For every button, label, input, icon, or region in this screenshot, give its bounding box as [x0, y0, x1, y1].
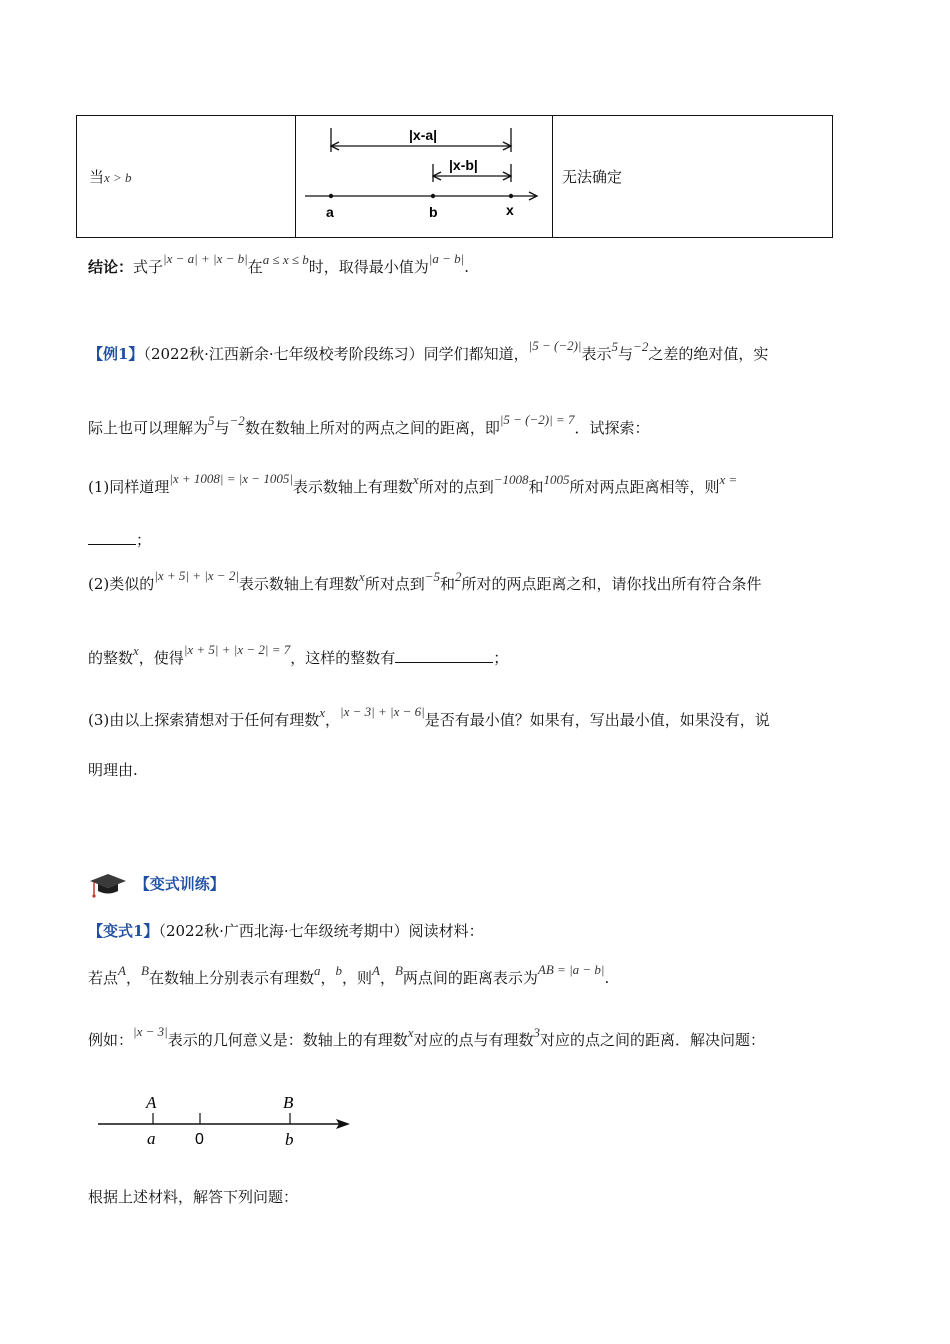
q3-t4: 明理由.	[88, 761, 138, 779]
q2-t5: 所对的两点距离之和，请你找出所有符合条件	[461, 575, 762, 593]
variant1-line2	[88, 1024, 766, 1050]
comparison-table	[76, 115, 833, 238]
q1-t2: 表示数轴上有理数	[292, 478, 413, 496]
ex1-l1-t3: 与	[618, 345, 634, 363]
example1-label: 【例1】	[88, 345, 144, 363]
q1-m4: 1005	[543, 472, 570, 487]
closing-text: 根据上述材料，解答下列问题：	[88, 1188, 299, 1206]
q1-t3: 所对的点到	[418, 478, 494, 496]
result-cell	[552, 116, 832, 237]
question2-line1	[88, 568, 762, 594]
ex1-l1-m2: 5	[611, 339, 619, 354]
q1-m1: |x + 1008| = |x − 1005|	[169, 471, 293, 486]
q2-m6: x	[133, 643, 139, 658]
question2-line2	[88, 642, 509, 668]
question3-line1	[88, 704, 770, 730]
ex1-l1-t1: （2022秋·江西新余·七年级校考阶段练习）同学们都知道，	[143, 345, 529, 363]
q2-t8: ，这样的整数有	[290, 649, 396, 667]
condition-math: x > b	[104, 170, 132, 185]
v1-l1-t7: 两点间的距离表示为	[402, 969, 538, 987]
q3-t3: 是否有最小值？如果有，写出最小值，如果没有，说	[424, 711, 770, 729]
question1-answer-line	[88, 529, 151, 550]
q2-m4: 2	[455, 569, 462, 584]
ex1-l2-t1: 际上也可以理解为	[88, 419, 209, 437]
result-text: 无法确定	[562, 168, 623, 186]
label-a: a	[147, 1129, 156, 1148]
variant1-label: 【变式1】	[88, 922, 159, 940]
ex1-l1-t4: 之差的绝对值，实	[648, 345, 769, 363]
ex1-l1-m1: |5 − (−2)|	[528, 338, 582, 353]
label-point-x: x	[506, 202, 514, 218]
q3-m1: x	[319, 705, 326, 720]
q2-t1: (2)类似的	[88, 575, 155, 593]
conclusion-label: 结论：	[88, 258, 134, 276]
v1-l1-t5: ，则	[341, 969, 372, 987]
question3-line2	[88, 759, 138, 780]
q2-m3: −5	[424, 569, 440, 584]
conclusion-text-1: 式子	[133, 258, 164, 276]
q1-t5: 所对两点距离相等，则	[569, 478, 720, 496]
q2-answer-blank[interactable]	[395, 662, 493, 663]
q2-t4: 和	[440, 575, 456, 593]
v1-l1-m7: AB = |a − b|	[537, 962, 605, 977]
q1-t1: (1)同样道理	[88, 478, 170, 496]
v1-l1-t1: 若点	[88, 969, 119, 987]
v1-l2-t3: 对应的点与有理数	[413, 1031, 534, 1049]
example1-line1	[88, 338, 769, 364]
conclusion-math-2: a ≤ x ≤ b	[262, 252, 309, 267]
v1-l2-m1: |x − 3|	[133, 1024, 168, 1039]
v1-l2-m2: x	[407, 1025, 414, 1040]
closing-line	[88, 1186, 298, 1207]
diagram-cell	[295, 116, 553, 237]
v1-l1-m4: b	[335, 963, 342, 978]
variant-header-label: 【变式训练】	[134, 875, 225, 893]
q3-t2: ，	[325, 711, 341, 729]
v1-l1-t8: .	[604, 969, 610, 987]
q2-t9: ；	[493, 649, 509, 667]
point-b	[431, 194, 435, 198]
q3-t1: (3)由以上探索猜想对于任何有理数	[88, 711, 320, 729]
v1-l2-t4: 对应的点之间的距离．解决问题：	[540, 1031, 766, 1049]
label-b: b	[285, 1130, 294, 1149]
q2-m7: |x + 5| + |x − 2| = 7	[183, 642, 291, 657]
ex1-l1-m3: −2	[633, 339, 649, 354]
label-point-b: b	[429, 204, 438, 220]
variant1-title-line	[88, 920, 484, 941]
v1-l1-m3: a	[313, 963, 321, 978]
label-x-minus-b: |x-b|	[449, 157, 478, 173]
v1-l2-t2: 表示的几何意义是：数轴上的有理数	[167, 1031, 408, 1049]
q2-m1: |x + 5| + |x − 2|	[154, 568, 239, 583]
label-x-minus-a: |x-a|	[409, 127, 438, 143]
conclusion-math-1: |x − a| + |x − b|	[163, 251, 248, 266]
q1-t4: 和	[528, 478, 544, 496]
conclusion-text-2: 在	[247, 258, 263, 276]
distance-diagram	[295, 116, 552, 237]
point-x	[509, 194, 513, 198]
q1-m2: x	[412, 472, 419, 487]
ab-number-line	[90, 1088, 360, 1154]
variant1-line1	[88, 962, 610, 988]
ex1-l2-t3: 数在数轴上所对的两点之间的距离，即	[244, 419, 500, 437]
q2-m2: x	[358, 569, 365, 584]
q2-t2: 表示数轴上有理数	[238, 575, 359, 593]
q2-t7: ，使得	[138, 649, 184, 667]
q3-m2: |x − 3| + |x − 6|	[340, 704, 425, 719]
condition-cell	[77, 116, 296, 237]
conclusion-math-3: |a − b|	[428, 251, 465, 266]
v1-l1-m6: B	[394, 963, 403, 978]
q1-t6: ；	[136, 531, 152, 549]
q1-answer-blank[interactable]	[88, 544, 136, 545]
ex1-l2-m2: −2	[229, 413, 245, 428]
v1-l2-t1: 例如：	[88, 1031, 134, 1049]
q1-m5: x =	[719, 472, 738, 487]
q2-t3: 所对点到	[364, 575, 425, 593]
ex1-l2-t2: 与	[214, 419, 230, 437]
v1-l1-t2: ，	[125, 969, 141, 987]
question1-line	[88, 471, 738, 497]
ex1-l2-m3: |5 − (−2)| = 7	[499, 412, 575, 427]
v1-l1-t6: ，	[379, 969, 395, 987]
variant1-source: （2022秋·广西北海·七年级统考期中）阅读材料：	[158, 922, 484, 940]
example1-line2	[88, 412, 650, 438]
ex1-l2-m1: 5	[208, 413, 215, 428]
ex1-l2-t4: ．试探索：	[574, 419, 650, 437]
q2-t6: 的整数	[88, 649, 134, 667]
graduation-cap-icon	[88, 872, 130, 898]
q1-m3: −1008	[493, 472, 529, 487]
conclusion-text-3: 时，取得最小值为	[308, 258, 429, 276]
v1-l1-m1: A	[118, 963, 126, 978]
label-point-a: a	[326, 204, 334, 220]
label-A: A	[146, 1093, 157, 1112]
v1-l1-m5: A	[371, 963, 380, 978]
point-a	[329, 194, 333, 198]
label-zero: 0	[195, 1131, 204, 1148]
conclusion-line	[88, 251, 469, 277]
condition-prefix: 当	[89, 168, 105, 186]
v1-l1-t4: ，	[320, 969, 336, 987]
conclusion-text-4: .	[464, 258, 469, 276]
v1-l1-t3: 在数轴上分别表示有理数	[148, 969, 314, 987]
variant-header	[88, 872, 225, 898]
v1-l1-m2: B	[140, 963, 149, 978]
v1-l2-m3: 3	[533, 1025, 541, 1040]
ex1-l1-t2: 表示	[581, 345, 612, 363]
label-B: B	[283, 1093, 294, 1112]
